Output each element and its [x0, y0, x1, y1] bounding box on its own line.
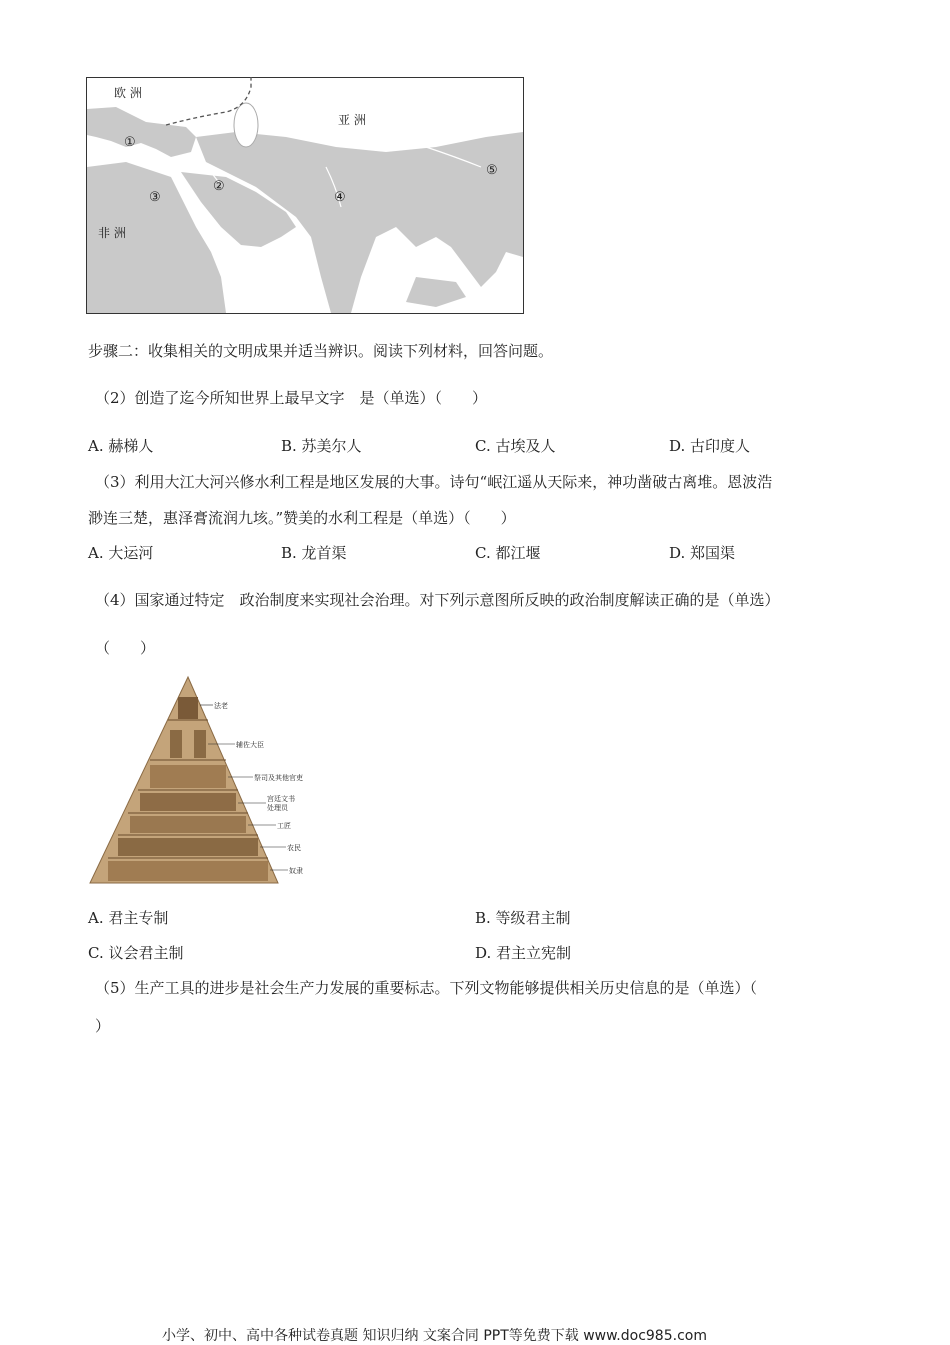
pyramid-label-ministers: 辅佐大臣	[236, 741, 264, 749]
q3-stem-line1: （3）利用大江大河兴修水利工程是地区发展的大事。诗句“岷江遥从天际来，神功凿破古离堆。恩波浩	[95, 473, 773, 491]
q4-option-c[interactable]: C. 议会君主制	[88, 944, 184, 962]
q2-stem: （2）创造了迄今所知世界上最早文字 是（单选）（ ）	[95, 389, 488, 407]
map-label-asia: 亚 洲	[338, 113, 366, 127]
map-figure	[86, 77, 524, 314]
q4-stem-line2: （ ）	[95, 639, 156, 657]
q4-option-a[interactable]: A. 君主专制	[88, 909, 169, 927]
q2-option-a[interactable]: A. 赫梯人	[88, 437, 154, 455]
q3-option-a[interactable]: A. 大运河	[88, 544, 154, 562]
q3-stem-line2: 渺连三楚，惠泽膏流润九垓。”赞美的水利工程是（单选）（ ）	[88, 509, 516, 527]
q2-option-c[interactable]: C. 古埃及人	[475, 437, 556, 455]
q3-option-c[interactable]: C. 都江堰	[475, 544, 541, 562]
map-marker-1: ①	[124, 135, 136, 150]
q5-stem-line2: ）	[95, 1017, 111, 1035]
pyramid-figure	[88, 675, 313, 885]
map-label-africa: 非 洲	[98, 226, 126, 240]
map-caspian-sea	[234, 103, 258, 147]
q2-option-b[interactable]: B. 苏美尔人	[281, 437, 362, 455]
map-marker-5: ⑤	[486, 163, 498, 178]
q4-stem-line1: （4）国家通过特定 政治制度来实现社会治理。对下列示意图所反映的政治制度解读正确的是（单选）	[95, 591, 780, 609]
pyramid-label-artisans: 工匠	[277, 822, 291, 830]
q3-option-d[interactable]: D. 郑国渠	[669, 544, 736, 562]
map-marker-2: ②	[213, 179, 225, 194]
pyramid-label-slaves: 奴隶	[289, 867, 303, 875]
footer-text[interactable]: 小学、初中、高中各种试卷真题 知识归纳 文案合同 PPT等免费下载 www.doc985.com	[162, 1328, 707, 1344]
pyramid-label-scribes-2: 处理员	[267, 804, 288, 812]
q4-option-b[interactable]: B. 等级君主制	[475, 909, 571, 927]
pyramid-label-farmers: 农民	[287, 844, 301, 852]
map-marker-3: ③	[149, 190, 161, 205]
pyramid-label-pharaoh: 法老	[214, 702, 228, 710]
map-label-europe: 欧 洲	[114, 86, 142, 100]
q5-stem-line1: （5）生产工具的进步是社会生产力发展的重要标志。下列文物能够提供相关历史信息的是（单选）（	[95, 979, 758, 997]
q4-option-d[interactable]: D. 君主立宪制	[475, 944, 572, 962]
pyramid-label-priests: 祭司及其他官吏	[254, 774, 303, 782]
pyramid-label-scribes: 宫廷文书	[267, 795, 295, 803]
q2-option-d[interactable]: D. 古印度人	[669, 437, 751, 455]
map-marker-4: ④	[334, 190, 346, 205]
q3-option-b[interactable]: B. 龙首渠	[281, 544, 347, 562]
step2-heading: 步骤二：收集相关的文明成果并适当辨识。阅读下列材料，回答问题。	[88, 342, 554, 360]
